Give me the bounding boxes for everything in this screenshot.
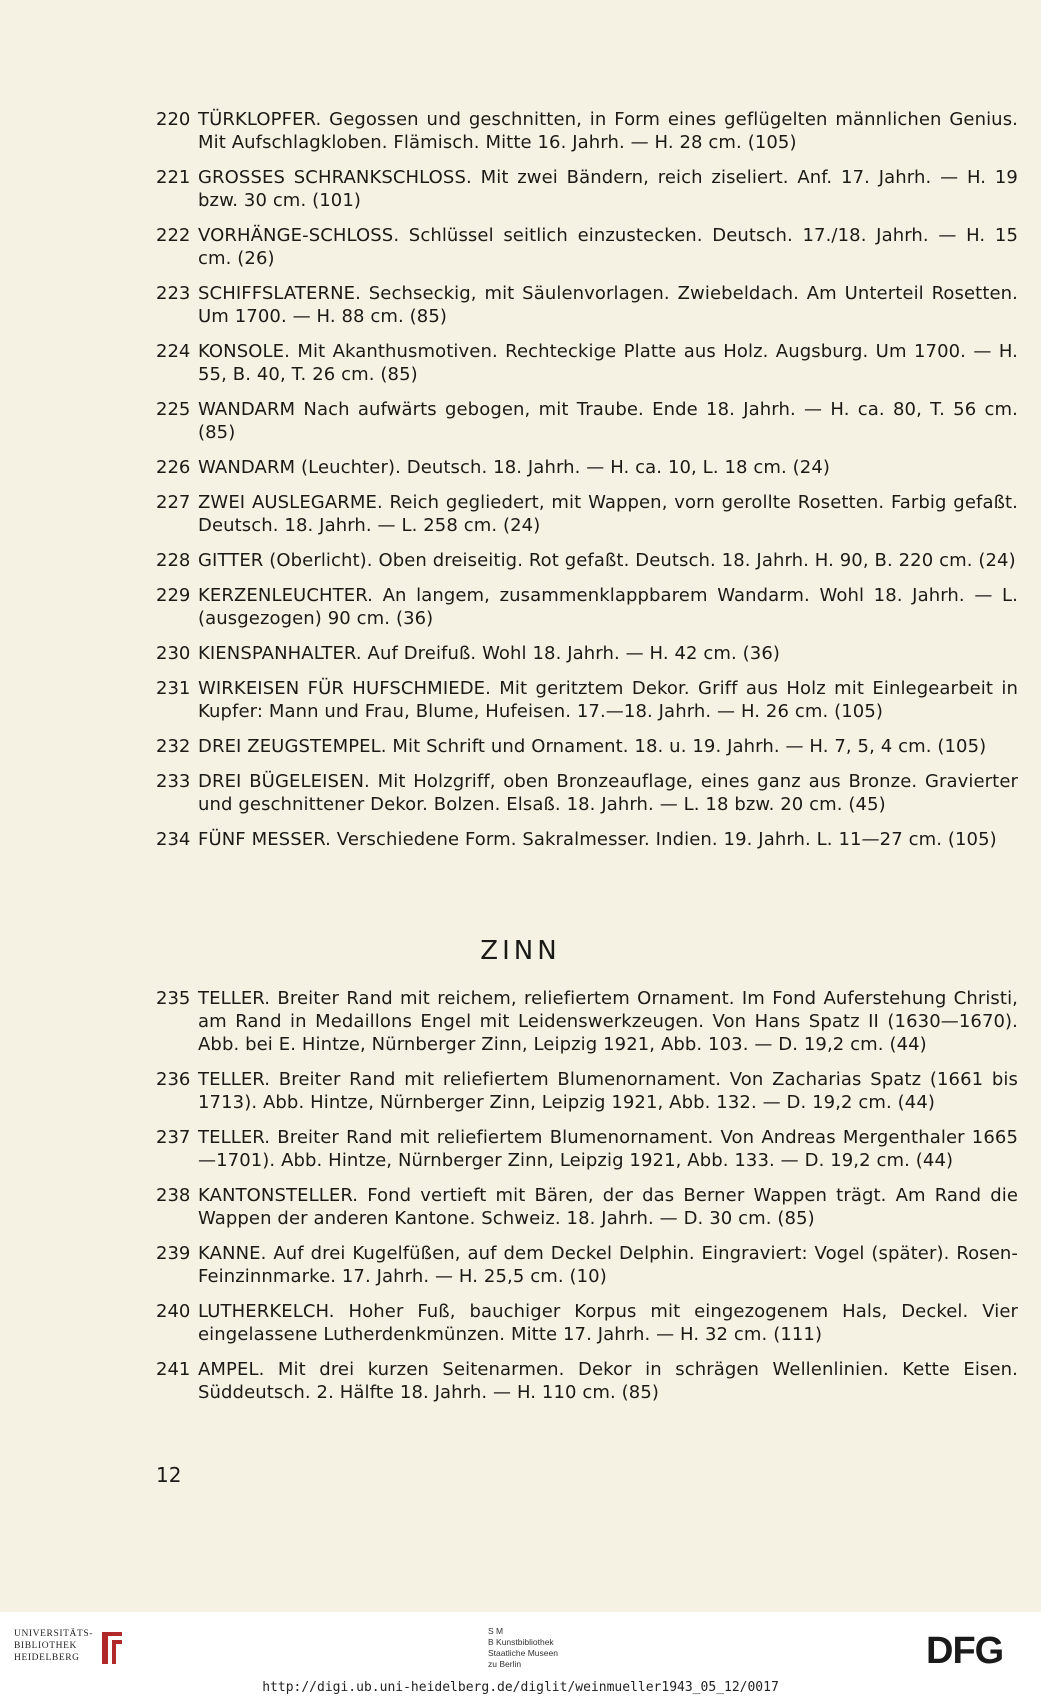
- library-emblem-icon: [96, 1628, 126, 1668]
- catalog-entry: [156, 642, 1018, 665]
- catalog-entry: [156, 340, 1018, 386]
- entry-text: WANDARM (Leuchter). Deutsch. 18. Jahrh. — H. ca. 10, L. 18 cm. (24): [198, 457, 831, 478]
- footer-bar: [0, 1612, 1041, 1699]
- section-title: ZINN: [480, 936, 561, 966]
- entry-text: DREI ZEUGSTEMPEL. Mit Schrift und Ornament. 18. u. 19. Jahrh. — H. 7, 5, 4 cm. (105): [198, 736, 987, 757]
- entry-number: 226: [156, 457, 191, 478]
- permalink-url[interactable]: http://digi.ub.uni-heidelberg.de/diglit/weinmueller1943_05_12/0017: [262, 1680, 779, 1695]
- uni-line: BIBLIOTHEK: [14, 1641, 77, 1651]
- catalog-entry: [156, 1358, 1018, 1404]
- entry-text: AMPEL. Mit drei kurzen Seitenarmen. Dekor in schrägen Wellenlinien. Kette Eisen. Süddeutsch. 2. Hälfte 18. Jahrh. — H. 110 cm. (85): [198, 1359, 1018, 1403]
- entry-number: 232: [156, 736, 191, 757]
- catalog-entry: [156, 282, 1018, 328]
- catalog-entry: [156, 1242, 1018, 1288]
- page-number: 12: [156, 1463, 182, 1487]
- entry-text: GROSSES SCHRANKSCHLOSS. Mit zwei Bändern, reich ziseliert. Anf. 17. Jahrh. — H. 19 bzw. 30 cm. (101): [198, 167, 1018, 211]
- entry-number: 223: [156, 283, 191, 304]
- catalog-entry: [156, 1184, 1018, 1230]
- catalog-entries-pewter: [156, 987, 1018, 1416]
- catalog-entry: [156, 677, 1018, 723]
- catalog-entry: [156, 1068, 1018, 1114]
- entry-text: DREI BÜGELEISEN. Mit Holzgriff, oben Bronzeauflage, eines ganz aus Bronze. Gravierter und geschnittener Dekor. Bolzen. Elsaß. 18. Jahrh. — L. 18 bzw. 20 cm. (45): [198, 771, 1018, 815]
- catalog-entry: [156, 456, 1018, 479]
- entry-number: 225: [156, 399, 191, 420]
- entry-text: KIENSPANHALTER. Auf Dreifuß. Wohl 18. Jahrh. — H. 42 cm. (36): [198, 643, 781, 664]
- entry-text: KANTONSTELLER. Fond vertieft mit Bären, der das Berner Wappen trägt. Am Rand die Wappen der anderen Kantone. Schweiz. 18. Jahrh. — D. 30 cm. (85): [198, 1185, 1018, 1229]
- entry-text: FÜNF MESSER. Verschiedene Form. Sakralmesser. Indien. 19. Jahrh. L. 11—27 cm. (105): [198, 829, 997, 850]
- entry-number: 231: [156, 678, 191, 699]
- entry-number: 224: [156, 341, 191, 362]
- entry-text: ZWEI AUSLEGARME. Reich gegliedert, mit Wappen, vorn gerollte Rosetten. Farbig gefaßt. Deutsch. 18. Jahrh. — L. 258 cm. (24): [198, 492, 1018, 536]
- entry-text: KONSOLE. Mit Akanthusmotiven. Rechteckige Platte aus Holz. Augsburg. Um 1700. — H. 55, B. 40, T. 26 cm. (85): [198, 341, 1018, 385]
- dfg-logo: DFG: [926, 1630, 1004, 1672]
- catalog-entry: [156, 987, 1018, 1056]
- catalog-entry: [156, 770, 1018, 816]
- catalog-entry: [156, 491, 1018, 537]
- museum-stamp: [488, 1626, 558, 1670]
- entry-text: VORHÄNGE-SCHLOSS. Schlüssel seitlich einzustecken. Deutsch. 17./18. Jahrh. — H. 15 cm. (26): [198, 225, 1018, 269]
- entry-text: WANDARM Nach aufwärts gebogen, mit Traube. Ende 18. Jahrh. — H. ca. 80, T. 56 cm. (85): [198, 399, 1018, 443]
- entry-number: 222: [156, 225, 191, 246]
- catalog-entries-iron: [156, 108, 1018, 863]
- catalog-entry: [156, 549, 1018, 572]
- entry-number: 220: [156, 109, 191, 130]
- stamp-line: Staatliche Museen: [488, 1648, 558, 1658]
- entry-text: WIRKEISEN FÜR HUFSCHMIEDE. Mit geritztem Dekor. Griff aus Holz mit Einlegearbeit in Kupfer: Mann und Frau, Blume, Hufeisen. 17.—18. Jahrh. — H. 26 cm. (105): [198, 678, 1018, 722]
- entry-number: 227: [156, 492, 191, 513]
- entry-number: 233: [156, 771, 191, 792]
- entry-text: SCHIFFSLATERNE. Sechseckig, mit Säulenvorlagen. Zwiebeldach. Am Unterteil Rosetten. Um 1700. — H. 88 cm. (85): [198, 283, 1018, 327]
- entry-text: TÜRKLOPFER. Gegossen und geschnitten, in Form eines geflügelten männlichen Genius. Mit Aufschlagkloben. Flämisch. Mitte 16. Jahrh. — H. 28 cm. (105): [198, 109, 1018, 153]
- catalog-entry: [156, 108, 1018, 154]
- entry-number: 235: [156, 988, 191, 1009]
- stamp-line: zu Berlin: [488, 1659, 522, 1669]
- entry-text: TELLER. Breiter Rand mit reichem, reliefiertem Ornament. Im Fond Auferstehung Christi, am Rand in Medaillons Engel mit Leidenswerkzeugen. Von Hans Spatz II (1630—1670). Abb. bei E. Hintze, Nürnberger Zinn, Leipzig 1921, Abb. 103. — D. 19,2 cm. (44): [198, 988, 1018, 1055]
- entry-text: GITTER (Oberlicht). Oben dreiseitig. Rot gefaßt. Deutsch. 18. Jahrh. H. 90, B. 220 cm. (24): [198, 550, 1016, 571]
- entry-number: 221: [156, 167, 191, 188]
- stamp-line: B Kunstbibliothek: [488, 1637, 554, 1647]
- entry-number: 234: [156, 829, 191, 850]
- entry-number: 229: [156, 585, 191, 606]
- entry-text: KANNE. Auf drei Kugelfüßen, auf dem Deckel Delphin. Eingraviert: Vogel (später). Rosen-Feinzinnmarke. 17. Jahrh. — H. 25,5 cm. (10): [198, 1243, 1018, 1287]
- uni-line: HEIDELBERG: [14, 1653, 80, 1663]
- catalog-entry: [156, 224, 1018, 270]
- entry-number: 228: [156, 550, 191, 571]
- catalog-entry: [156, 584, 1018, 630]
- entry-number: 237: [156, 1127, 191, 1148]
- catalog-entry: [156, 398, 1018, 444]
- entry-number: 240: [156, 1301, 191, 1322]
- entry-number: 238: [156, 1185, 191, 1206]
- entry-text: TELLER. Breiter Rand mit reliefiertem Blumenornament. Von Andreas Mergenthaler 1665—1701). Abb. Hintze, Nürnberger Zinn, Leipzig 1921, Abb. 133. — D. 19,2 cm. (44): [198, 1127, 1018, 1171]
- entry-text: TELLER. Breiter Rand mit reliefiertem Blumenornament. Von Zacharias Spatz (1661 bis 1713). Abb. Hintze, Nürnberger Zinn, Leipzig 1921, Abb. 132. — D. 19,2 cm. (44): [198, 1069, 1018, 1113]
- catalog-entry: [156, 166, 1018, 212]
- entry-number: 230: [156, 643, 191, 664]
- entry-text: KERZENLEUCHTER. An langem, zusammenklappbarem Wandarm. Wohl 18. Jahrh. — L. (ausgezogen) 90 cm. (36): [198, 585, 1018, 629]
- uni-line: UNIVERSITÄTS-: [14, 1629, 94, 1639]
- catalog-entry: [156, 1300, 1018, 1346]
- entry-number: 241: [156, 1359, 191, 1380]
- stamp-line: S M: [488, 1626, 504, 1636]
- catalog-entry: [156, 828, 1018, 851]
- catalog-entry: [156, 735, 1018, 758]
- catalog-entry: [156, 1126, 1018, 1172]
- entry-text: LUTHERKELCH. Hoher Fuß, bauchiger Korpus mit eingezogenem Hals, Deckel. Vier eingelassene Lutherdenkmünzen. Mitte 17. Jahrh. — H. 32 cm. (111): [198, 1301, 1018, 1345]
- entry-number: 236: [156, 1069, 191, 1090]
- university-library-logo: [14, 1628, 93, 1664]
- entry-number: 239: [156, 1243, 191, 1264]
